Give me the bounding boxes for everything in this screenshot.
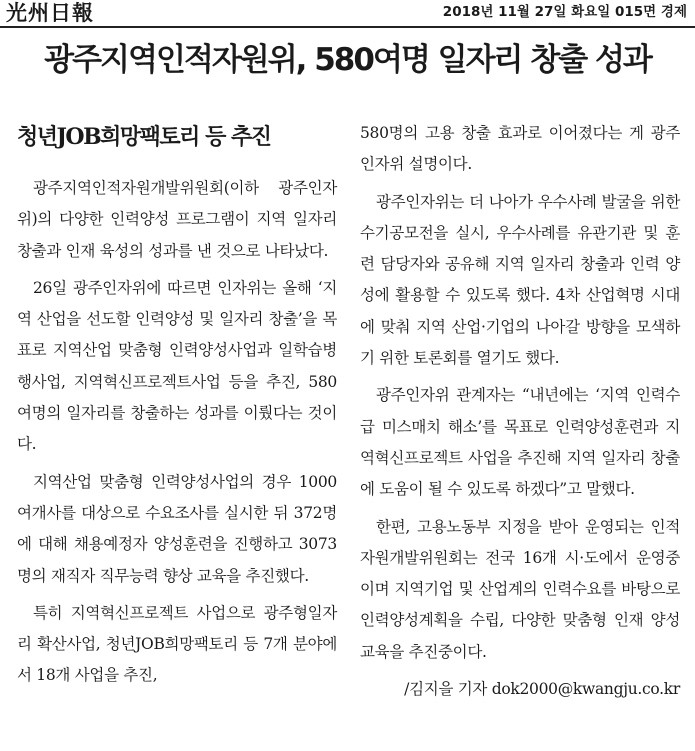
masthead — [0, 0, 695, 26]
article-headline: 광주지역인적자원위, 580여명 일자리 창출 성과 — [44, 42, 651, 78]
article-byline: /김지을 기자 dok2000@kwangju.co.kr — [404, 680, 680, 699]
article-paragraph-6: 광주인자위 관계자는 “내년에는 ‘지역 인력수급 미스매치 해소’를 목표로 인력양성훈련과 지역혁신프로젝트 사업을 추진해 지역 일자리 창출에 도움이 될 수 있도록 하겠다”고 말했다. — [360, 386, 680, 499]
article-paragraph-2: 26일 광주인자위에 따르면 인자위는 올해 ‘지역 산업을 선도할 인력양성 및 일자리 창출’을 목표로 지역산업 맞춤형 인력양성사업과 일학습병행사업, 지역혁신프로젝트사업 등을 추진, 580여명의 일자리를 창출하는 성과를 이뤘다는 것이다. — [17, 278, 337, 454]
article-paragraph-4-end: 580명의 고용 창출 효과로 이어졌다는 게 광주인자위 설명이다. — [360, 124, 680, 174]
article-paragraph-5: 광주인자위는 더 나아가 우수사례 발굴을 위한 수기공모전을 실시, 우수사례를 유관기관 및 훈련 담당자와 공유해 지역 일자리 창출과 인력 양성에 활용할 수 있도록 했다. 4차 산업혁명 시대에 맞춰 지역 산업·기업의 나아갈 방향을 모색하기 위한 토론회를 열기도 했다. — [360, 192, 680, 368]
newspaper-logo: 光州日報 — [6, 0, 94, 25]
article-paragraph-7: 한편, 고용노동부 지정을 받아 운영되는 인적자원개발위원회는 전국 16개 시·도에서 운영중이며 지역기업 및 산업계의 인력수요를 바탕으로 인력양성계획을 수립, 다양한 맞춤형 인재 양성교육을 추진중이다. — [360, 517, 680, 661]
article-paragraph-4-start: 특히 지역혁신프로젝트 사업으로 광주형일자리 확산사업, 청년JOB희망팩토리 등 7개 분야에서 18개 사업을 추진, — [17, 603, 337, 685]
article-column-left — [17, 118, 337, 698]
article-subhead: 청년JOB희망팩토리 등 추진 — [17, 124, 271, 150]
article-paragraph-1: 광주지역인적자원개발위원회(이하 광주인자위)의 다양한 인력양성 프로그램이 지역 일자리 창출과 인재 육성의 성과를 낸 것으로 나타났다. — [17, 179, 337, 260]
dateline: 2018년 11월 27일 화요일 015면 경제 — [442, 4, 687, 20]
article-paragraph-3: 지역산업 맞춤형 인력양성사업의 경우 1000여개사를 대상으로 수요조사를 실시한 뒤 372명에 대해 채용예정자 양성훈련을 진행하고 3073명의 재직자 직무능력 향상 교육을 추진했다. — [17, 472, 337, 585]
header-divider — [0, 26, 695, 28]
article-column-right — [360, 118, 680, 711]
